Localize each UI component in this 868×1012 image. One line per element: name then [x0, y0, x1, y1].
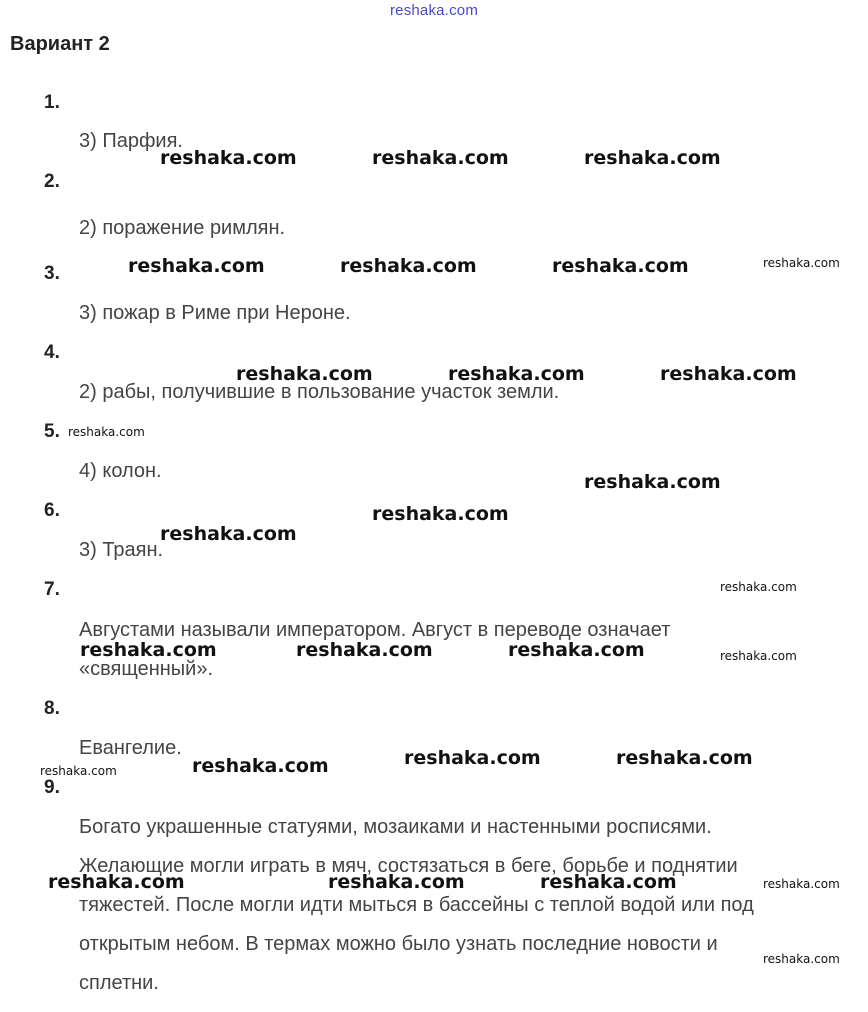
watermark-small: reshaka.com	[763, 877, 840, 891]
answer-text: 3) Траян.	[79, 539, 164, 561]
question-number: 1.	[44, 92, 60, 113]
watermark-small: reshaka.com	[763, 256, 840, 270]
answer-text: 3) Парфия.	[79, 130, 183, 152]
watermark: reshaka.com	[660, 363, 797, 385]
question-number: 2.	[44, 171, 60, 192]
watermark: reshaka.com	[160, 147, 297, 169]
answer-text: Евангелие.	[79, 737, 182, 759]
watermark: reshaka.com	[584, 471, 721, 493]
watermark: reshaka.com	[404, 747, 541, 769]
site-header-link[interactable]: reshaka.com	[389, 2, 479, 19]
watermark-small: reshaka.com	[68, 425, 145, 439]
watermark-small: reshaka.com	[40, 764, 117, 778]
watermark: reshaka.com	[540, 871, 677, 893]
answer-text-line: Богато украшенные статуями, мозаиками и настенными росписями.	[79, 816, 712, 838]
watermark: reshaka.com	[340, 255, 477, 277]
watermark: reshaka.com	[236, 363, 373, 385]
answer-text-line: сплетни.	[79, 972, 159, 994]
answer-text: 3) пожар в Риме при Нероне.	[79, 302, 351, 324]
watermark: reshaka.com	[296, 639, 433, 661]
watermark: reshaka.com	[328, 871, 465, 893]
watermark: reshaka.com	[508, 639, 645, 661]
answer-text: 2) поражение римлян.	[79, 217, 286, 239]
question-number: 4.	[44, 342, 60, 363]
watermark: reshaka.com	[80, 639, 217, 661]
answer-text-line: Желающие могли играть в мяч, состязаться в беге, борьбе и поднятии	[79, 855, 738, 877]
answer-text: 2) рабы, получившие в пользование участок земли.	[79, 381, 560, 403]
watermark: reshaka.com	[372, 147, 509, 169]
answer-text-line: открытым небом. В термах можно было узнать последние новости и	[79, 933, 718, 955]
question-number: 9.	[44, 777, 60, 798]
watermark: reshaka.com	[616, 747, 753, 769]
watermark: reshaka.com	[128, 255, 265, 277]
watermark: reshaka.com	[192, 755, 329, 777]
page-title: Вариант 2	[10, 33, 110, 55]
watermark: reshaka.com	[448, 363, 585, 385]
watermark: reshaka.com	[160, 523, 297, 545]
watermark-small: reshaka.com	[720, 649, 797, 663]
watermark: reshaka.com	[584, 147, 721, 169]
watermark-small: reshaka.com	[763, 952, 840, 966]
watermark-small: reshaka.com	[720, 580, 797, 594]
question-number: 3.	[44, 263, 60, 284]
answer-text-line: тяжестей. После могли идти мыться в бассейны с теплой водой или под	[79, 894, 754, 916]
watermark: reshaka.com	[372, 503, 509, 525]
question-number: 7.	[44, 579, 60, 600]
answer-text-line: Августами называли императором. Август в переводе означает	[79, 619, 671, 641]
question-number: 8.	[44, 698, 60, 719]
answer-text-line: «священный».	[79, 658, 214, 680]
question-number: 6.	[44, 500, 60, 521]
question-number: 5.	[44, 421, 60, 442]
watermark: reshaka.com	[48, 871, 185, 893]
answer-text: 4) колон.	[79, 460, 162, 482]
watermark: reshaka.com	[552, 255, 689, 277]
